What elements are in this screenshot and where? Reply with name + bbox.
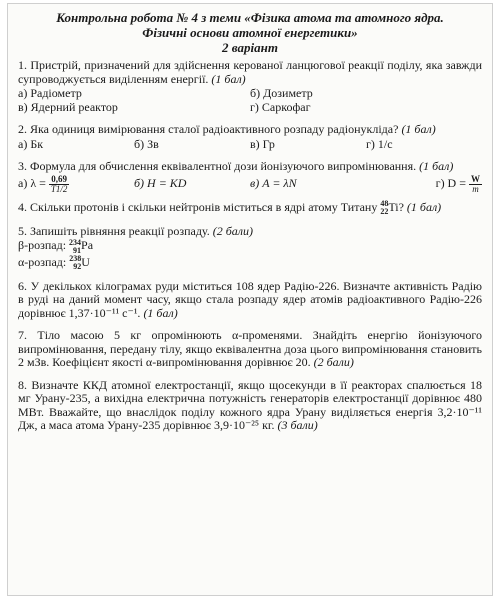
question-1	[18, 59, 482, 86]
q2-option-c: в) Гр	[250, 136, 275, 151]
question-6-text: 6. У декількох кілограмах руди міститься 108 ядер Радію-226. Визначте активність Радію в руді на даний момент часу, якщо стала розпаду ядер атомів радіоактивного Радію-226 дорівнює 1,37·10⁻¹¹ с⁻¹.	[18, 278, 482, 320]
q3-option-a-denominator: T1/2	[50, 183, 68, 194]
q3-option-a-numerator: 0,69	[49, 175, 70, 185]
question-8-text: 8. Визначте ККД атомної електростанції, якщо щосекунди в її реакторах спалюється 18 мг Урану-235, а вихідна електрична потужність генераторів електростанції дорівнює 480 МВт. Вважайте, що внаслідок поділу кожного ядра Урану виділяється енергія 3,2·10⁻¹¹ Дж, а маса атома Урану-235 дорівнює 3,9·10⁻²⁵ кг.	[18, 377, 482, 433]
variant-label: 2 варіант	[222, 40, 278, 55]
question-7-points: (2 бали)	[313, 355, 354, 370]
pa-symbol: Pa	[81, 238, 94, 253]
question-3-points: (1 бал)	[419, 158, 454, 173]
beta-decay-line	[18, 238, 482, 254]
worksheet-page	[7, 3, 493, 596]
question-1-text: 1. Пристрій, призначений для здійснення керованої ланцюгової реакції поділу, яка завжди супроводжується виділенням енергії.	[18, 58, 482, 86]
question-6	[18, 280, 482, 321]
question-7	[18, 329, 482, 370]
question-1-options	[18, 86, 482, 100]
question-2-options	[18, 137, 482, 151]
title-line-2: Фізичні основи атомної енергетики»	[142, 25, 358, 40]
q3-option-c: в) A = λN	[250, 176, 297, 190]
question-2-text: 2. Яка одиниця вимірювання сталої радіоактивного розпаду радіонукліда?	[18, 122, 399, 136]
question-6-points: (1 бал)	[143, 305, 178, 320]
beta-decay-label: β-розпад:	[18, 238, 67, 253]
u-mass-number: 238	[69, 253, 82, 263]
q2-option-b: б) Зв	[134, 136, 159, 151]
q3-option-a-prefix: а) λ =	[18, 176, 46, 190]
q3-option-b: б) H = KD	[134, 176, 187, 190]
q2-option-d: г) 1/с	[366, 136, 393, 151]
question-8-points: (3 бали)	[277, 418, 318, 433]
q3-option-d	[366, 173, 482, 194]
q3-option-d-denominator: m	[472, 183, 479, 194]
titanium-symbol: Ti?	[388, 199, 404, 214]
question-2	[18, 123, 482, 137]
u-nuclide-indices	[69, 255, 81, 271]
question-4	[18, 200, 482, 216]
q2-option-a: а) Бк	[18, 136, 44, 151]
alpha-decay-line	[18, 255, 482, 271]
q3-option-d-numerator: W	[471, 173, 480, 184]
u-symbol: U	[81, 254, 90, 269]
question-2-points: (1 бал)	[401, 122, 436, 136]
question-5-text: 5. Запишіть рівняння реакції розпаду.	[18, 223, 210, 238]
question-1-points: (1 бал)	[211, 71, 246, 86]
question-3-text: 3. Формула для обчислення еквівалентної дози йонізуючого випромінювання.	[18, 158, 417, 173]
titanium-charge-number: 22	[380, 206, 389, 216]
pa-nuclide-indices	[69, 239, 81, 255]
question-1-options-row-2	[18, 100, 482, 114]
alpha-decay-label: α-розпад:	[18, 254, 67, 269]
q3-option-a	[18, 173, 134, 194]
pa-mass-number: 234	[69, 237, 82, 247]
question-4-points: (1 бал)	[406, 199, 442, 214]
question-7-text: 7. Тіло масою 5 кг опромінюють α-променями. Знайдіть енергію йонізуючого випромінювання, передану тілу, якщо еквівалентна доза цього випромінювання становить 2 мЗв. Коефіцієнт якості α-випромінювання дорівнює 20.	[18, 328, 482, 370]
question-5-points: (2 бали)	[212, 223, 253, 238]
q1-option-c: в) Ядерний реактор	[18, 100, 118, 114]
q3-option-a-fraction	[49, 175, 70, 194]
q1-option-a: а) Радіометр	[18, 86, 82, 100]
q1-option-d: г) Саркофаг	[250, 100, 311, 114]
q3-option-d-fraction	[469, 175, 482, 194]
title-line-1: Контрольна робота № 4 з теми «Фізика атома та атомного ядра.	[56, 10, 444, 25]
question-4-text: 4. Скільки протонів і скільки нейтронів міститься в ядрі атому Титану	[18, 199, 378, 214]
question-5	[18, 225, 482, 239]
q3-option-d-prefix: г) D =	[435, 176, 466, 190]
titanium-mass-number: 48	[380, 198, 389, 208]
question-3	[18, 160, 482, 174]
u-charge-number: 92	[73, 261, 82, 271]
q1-option-b: б) Дозиметр	[250, 86, 313, 100]
pa-charge-number: 91	[73, 245, 82, 255]
question-3-options	[18, 173, 482, 194]
question-8	[18, 379, 482, 433]
